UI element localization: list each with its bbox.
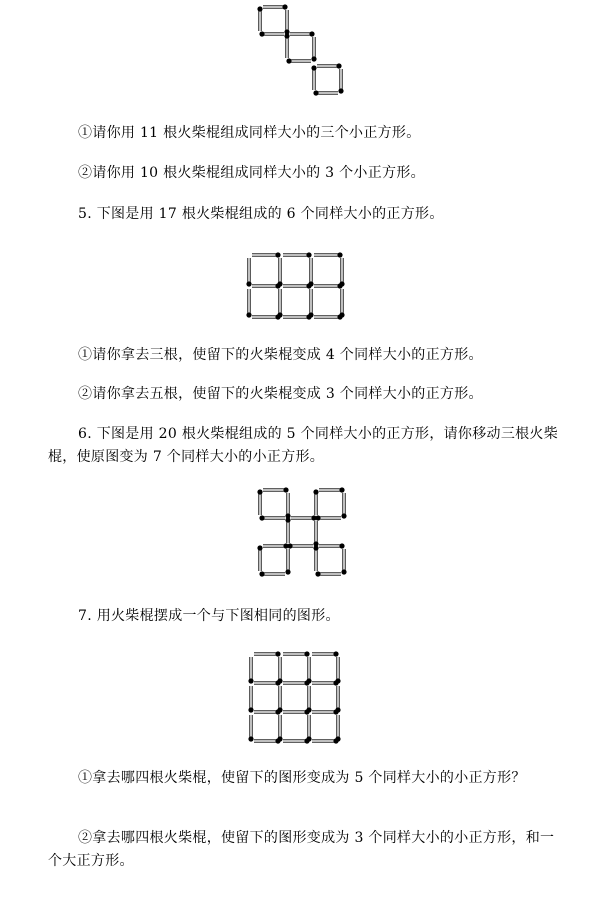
match-head	[339, 312, 344, 317]
match-head	[277, 281, 282, 286]
matchstick	[248, 686, 253, 713]
matchstick	[285, 517, 290, 543]
matchstick	[254, 738, 281, 743]
matchstick	[312, 709, 339, 714]
match-head	[337, 252, 342, 257]
matchstick	[306, 657, 311, 684]
matchstick	[314, 283, 343, 288]
matchstick	[313, 90, 338, 95]
match-head	[257, 545, 262, 550]
matchstick	[283, 651, 310, 656]
problem4-question2: ②请你用 10 根火柴棍组成同样大小的 3 个小正方形。	[78, 165, 425, 181]
problem5-question2: ②请你拿去五根，使留下的火柴棍变成 3 个同样大小的正方形。	[78, 386, 483, 402]
match-head	[277, 678, 282, 683]
matchstick	[335, 657, 340, 684]
match-head	[308, 281, 313, 286]
matchstick	[252, 283, 281, 288]
matchstick-figure-staircase	[255, 2, 350, 102]
matchstick	[263, 4, 288, 9]
matchstick	[254, 709, 281, 714]
match-head	[259, 515, 264, 520]
matchstick	[315, 571, 341, 576]
matchstick	[335, 715, 340, 742]
match-head	[282, 4, 287, 9]
matchstick	[314, 252, 343, 257]
match-head	[246, 281, 251, 286]
match-head	[308, 312, 313, 317]
matchstick	[341, 549, 346, 575]
matchstick	[313, 521, 318, 547]
matchstick	[291, 515, 317, 520]
matchstick	[314, 314, 343, 319]
matchstick	[263, 487, 289, 492]
matchstick	[312, 680, 339, 685]
matchstick	[277, 657, 282, 684]
matchstick	[312, 738, 339, 743]
matchstick	[286, 58, 311, 63]
matchstick	[319, 487, 345, 492]
matchstick	[290, 31, 315, 36]
matchstick-figure-2x3-grid	[244, 252, 354, 316]
matchstick	[283, 680, 310, 685]
match-head	[339, 281, 344, 286]
match-head	[259, 571, 264, 576]
staircase-svg	[255, 2, 350, 102]
match-head	[335, 736, 340, 741]
matchstick	[252, 314, 281, 319]
problem7-question2: ②拿去哪四根火柴棍，使留下的图形变成为 3 个同样大小的小正方形，和一个大正方形。	[48, 830, 555, 869]
matchstick	[248, 657, 253, 684]
match-head	[339, 487, 344, 492]
match-head	[341, 513, 346, 518]
matchstick-figure-x-pattern	[255, 485, 350, 580]
match-head	[286, 58, 291, 63]
match-head	[259, 31, 264, 36]
matchstick	[259, 571, 285, 576]
problem5-question1: ①请你拿去三根，使留下的火柴棍变成 4 个同样大小的正方形。	[78, 347, 483, 363]
match-head	[313, 545, 318, 550]
matchstick	[277, 715, 282, 742]
match-head	[283, 543, 288, 548]
matchstick	[285, 549, 290, 575]
match-head	[277, 312, 282, 317]
match-head	[248, 678, 253, 683]
match-head	[341, 569, 346, 574]
matchstick	[335, 686, 340, 713]
matchstick	[306, 715, 311, 742]
match-head	[311, 56, 316, 61]
matchstick	[308, 289, 313, 318]
match-head	[285, 569, 290, 574]
match-head	[306, 678, 311, 683]
matchstick	[317, 63, 342, 68]
matchstick	[246, 289, 251, 318]
match-head	[284, 33, 289, 38]
match-head	[257, 6, 262, 11]
matchstick	[319, 543, 345, 548]
problem7-question1: ①拿去哪四根火柴棍，使留下的图形变成为 5 个同样大小的小正方形？	[78, 770, 526, 786]
matchstick	[263, 543, 289, 548]
matchstick	[312, 651, 339, 656]
matchstick	[283, 709, 310, 714]
match-head	[283, 487, 288, 492]
match-head	[313, 90, 318, 95]
matchstick	[284, 10, 289, 35]
matchstick	[285, 493, 290, 519]
problem4-question1: ①请你用 11 根火柴棍组成同样大小的三个小正方形。	[78, 125, 421, 141]
problem7-title: 7. 用火柴棍摆成一个与下图相同的图形。	[78, 608, 340, 624]
match-head	[306, 252, 311, 257]
problem5-title: 5. 下图是用 17 根火柴棍组成的 6 个同样大小的正方形。	[78, 206, 444, 222]
match-head	[257, 489, 262, 494]
matchstick	[254, 651, 281, 656]
matchstick	[246, 258, 251, 287]
matchstick	[277, 258, 282, 287]
matchstick	[259, 31, 284, 36]
matchstick	[283, 738, 310, 743]
match-head	[285, 517, 290, 522]
match-head	[275, 252, 280, 257]
matchstick	[257, 545, 262, 571]
matchstick	[341, 493, 346, 519]
matchstick	[283, 314, 312, 319]
match-head	[309, 31, 314, 36]
matchstick	[306, 686, 311, 713]
match-head	[246, 312, 251, 317]
matchstick	[313, 489, 318, 515]
matchstick-figure-3x3-grid	[246, 651, 354, 743]
matchstick	[259, 515, 285, 520]
x-pattern-svg	[255, 485, 350, 580]
match-head	[313, 489, 318, 494]
grid-3x3-svg	[246, 651, 354, 743]
match-head	[275, 651, 280, 656]
match-head	[248, 736, 253, 741]
match-head	[311, 65, 316, 70]
match-head	[304, 651, 309, 656]
match-head	[277, 736, 282, 741]
matchstick	[257, 6, 262, 31]
matchstick	[338, 69, 343, 94]
match-head	[339, 543, 344, 548]
matchstick	[254, 680, 281, 685]
match-head	[311, 515, 316, 520]
matchstick	[283, 252, 312, 257]
match-head	[335, 678, 340, 683]
matchstick	[283, 283, 312, 288]
matchstick	[308, 258, 313, 287]
matchstick	[315, 515, 341, 520]
match-head	[315, 571, 320, 576]
matchstick	[311, 65, 316, 90]
match-head	[248, 707, 253, 712]
matchstick	[284, 33, 289, 58]
match-head	[306, 736, 311, 741]
matchstick	[252, 252, 281, 257]
matchstick	[277, 686, 282, 713]
match-head	[306, 707, 311, 712]
match-head	[333, 651, 338, 656]
matchstick	[248, 715, 253, 742]
match-head	[338, 88, 343, 93]
match-head	[335, 707, 340, 712]
problem6-title: 6. 下图是用 20 根火柴棍组成的 5 个同样大小的正方形，请你移动三根火柴棍，使原图变为 7 个同样大小的小正方形。	[48, 426, 559, 465]
matchstick	[339, 289, 344, 318]
grid-2x3-svg	[244, 252, 354, 316]
match-head	[277, 707, 282, 712]
match-head	[336, 63, 341, 68]
matchstick	[277, 289, 282, 318]
matchstick	[339, 258, 344, 287]
matchstick	[287, 543, 313, 548]
matchstick	[311, 37, 316, 62]
matchstick	[257, 489, 262, 515]
matchstick	[313, 545, 318, 571]
